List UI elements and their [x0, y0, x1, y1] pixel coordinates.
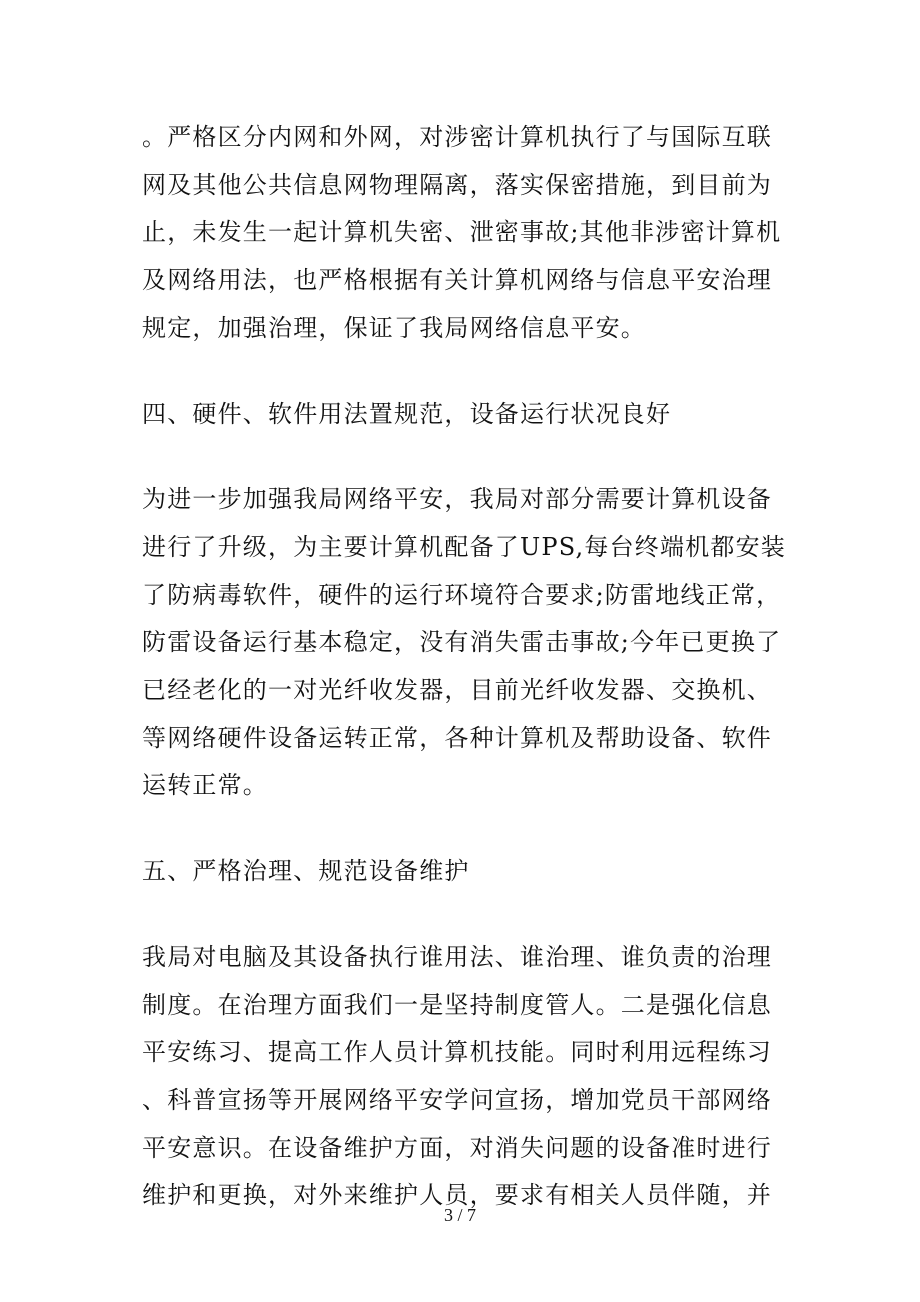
document-body — [142, 114, 786, 1220]
text-line: 为进一步加强我局网络平安，我局对部分需要计算机设备 — [142, 485, 772, 514]
text-line: 了防病毒软件，硬件的运行环境符合要求;防雷地线正常， — [142, 580, 782, 609]
text-line: 制度。在治理方面我们一是坚持制度管人。二是强化信息 — [142, 990, 772, 1019]
block-gap — [142, 438, 782, 476]
block-gap — [142, 810, 782, 848]
page-number: 3 / 7 — [443, 1205, 476, 1225]
text-line: 我局对电脑及其设备执行谁用法、谁治理、谁负责的治理 — [142, 942, 772, 971]
text-line: 。严格区分内网和外网，对涉密计算机执行了与国际互联 — [142, 123, 772, 151]
text-line: 规定，加强治理，保证了我局网络信息平安。 — [142, 313, 646, 342]
body-paragraph — [142, 934, 782, 1220]
text-line: 及网络用法，也严格根据有关计算机网络与信息平安治理 — [142, 266, 772, 295]
text-line: 止，未发生一起计算机失密、泄密事故;其他非涉密计算机 — [142, 218, 782, 247]
body-paragraph — [142, 114, 782, 353]
section-heading — [142, 391, 782, 439]
text-line: 已经老化的一对光纤收发器，目前光纤收发器、交换机、 — [142, 676, 772, 705]
text-line: 运转正常。 — [142, 771, 268, 800]
text-line: 平安练习、提高工作人员计算机技能。同时利用远程练习 — [142, 1038, 772, 1067]
text-line: 四、硬件、软件用法置规范，设备运行状况良好 — [142, 399, 672, 428]
text-line: 、科普宣扬等开展网络平安学问宣扬，增加党员干部网络 — [142, 1085, 772, 1114]
text-line: 平安意识。在设备维护方面，对消失问题的设备准时进行 — [142, 1133, 772, 1162]
text-line: 网及其他公共信息网物理隔离，落实保密措施，到目前为 — [142, 170, 772, 199]
section-heading — [142, 848, 782, 896]
text-line: 等网络硬件设备运转正常，各种计算机及帮助设备、软件 — [142, 723, 772, 752]
body-paragraph — [142, 476, 786, 810]
text-line: 防雷设备运行基本稳定，没有消失雷击事故;今年已更换了 — [142, 628, 782, 657]
block-gap — [142, 353, 782, 391]
text-line: 维护和更换，对外来维护人员，要求有相关人员伴随，并 — [142, 1181, 772, 1210]
text-line: 五、严格治理、规范设备维护 — [142, 857, 470, 886]
text-line: 进行了升级，为主要计算机配备了UPS,每台终端机都安装 — [142, 532, 786, 561]
block-gap — [142, 896, 782, 934]
